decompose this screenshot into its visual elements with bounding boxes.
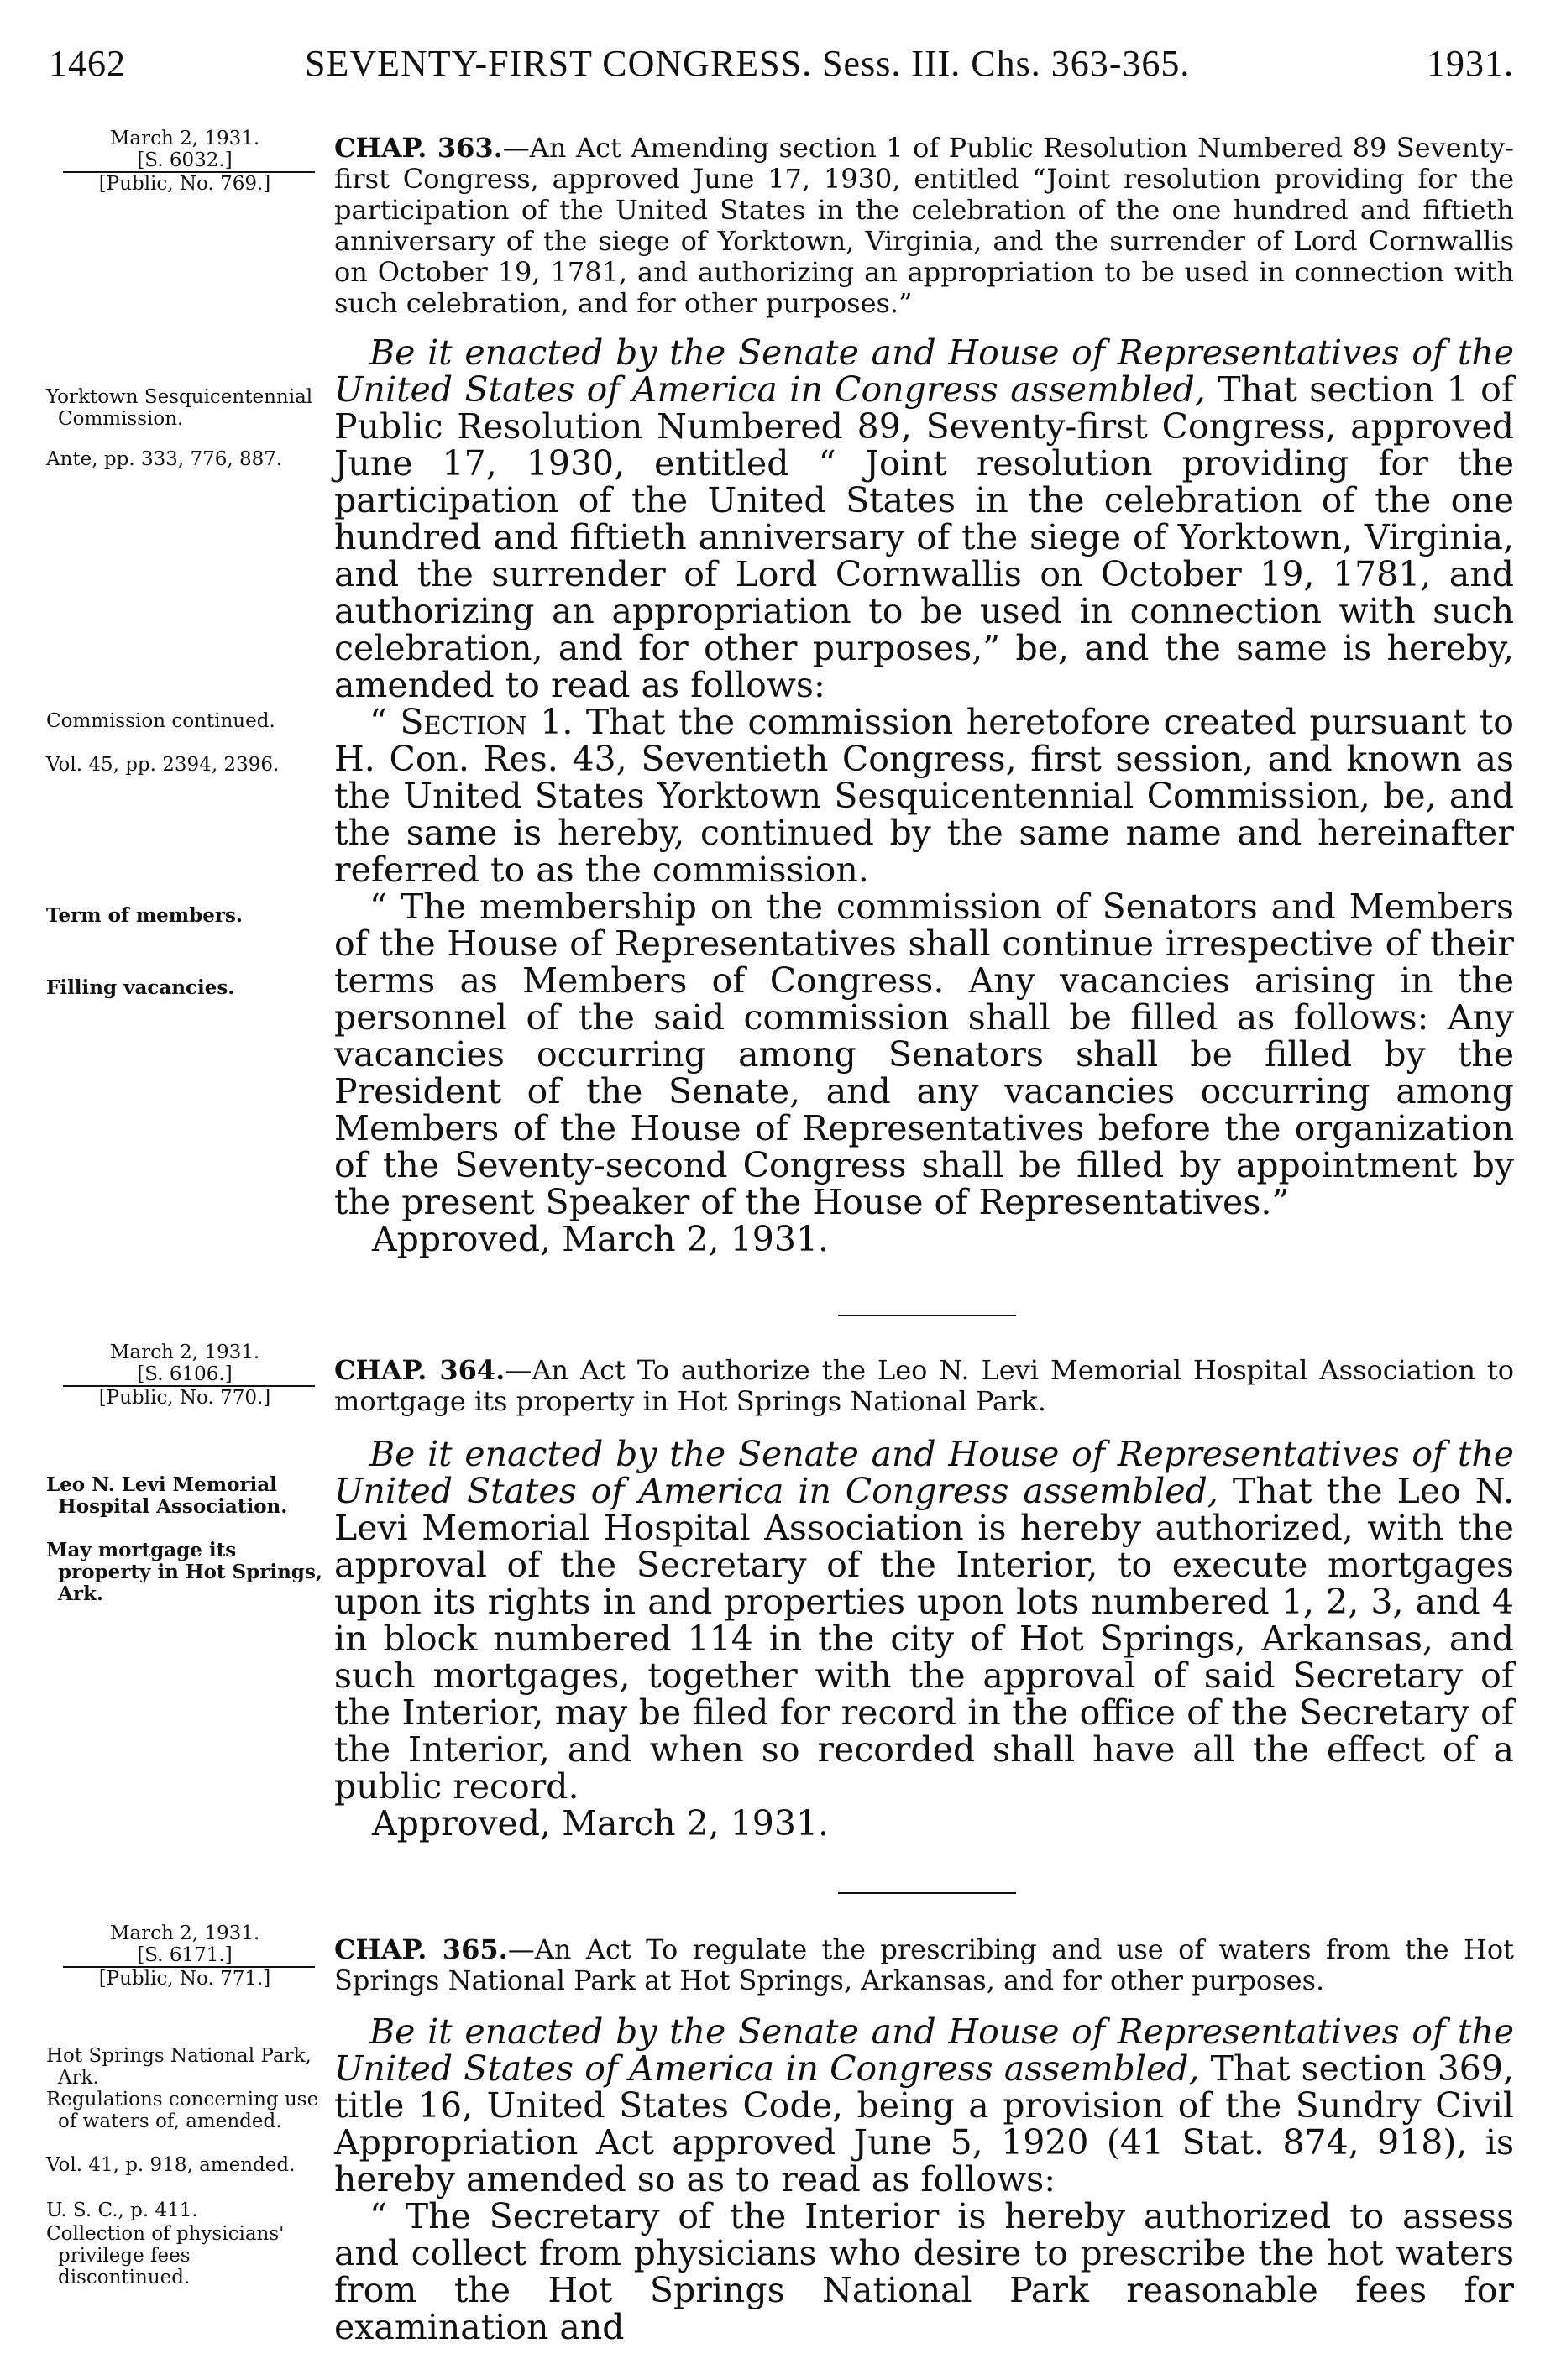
chap-363-enacting-clause: Be it enacted by the Senate and House of Representatives of the United States of America in Congress assembled,	[334, 332, 1514, 410]
chap-365-bill: [S. 6171.]	[137, 1944, 233, 1966]
chap-363-title: —An Act Amending section 1 of Public Resolution Numbered 89 Seventy-first Congress, approved June 17, 1930, entitled “Joint resolution providing for the participation of the United States in the celebration of the one hundred and fiftieth anniversary of the siege of Yorktown, Virginia, and the surrender of Lord Cornwallis on October 19, 1781, and authorizing an appropriation to be used in connection with such celebration, and for other purposes.”	[334, 132, 1515, 319]
chap-363-note-ante: Ante, pp. 333, 776, 887.	[46, 448, 283, 470]
chap-363-note-term: Term of members.	[46, 904, 243, 927]
chap-363-note-yorktown: Yorktown Sesquicentennial Commission.	[46, 386, 313, 430]
chap-365-text	[334, 2013, 1514, 2346]
chap-365-para-1: Be it enacted by the Senate and House of Representatives of the United States of America in Congress assembled, That section 369, title 16, United States Code, being a provision of the Sundry Civil Appropriation Act approved June 5, 1920 (41 Stat. 874, 918), is hereby amended so as to read as follows:	[334, 2011, 1514, 2200]
chap-363-note-continued: Commission continued.	[46, 710, 275, 732]
chap-364-bill: [S. 6106.]	[137, 1363, 233, 1385]
chap-363-label: CHAP. 363.	[334, 132, 503, 164]
chap-365-enacting-clause: Be it enacted by the Senate and House of Representatives of the United States of America in Congress assembled,	[334, 2011, 1514, 2089]
chap-363-para-2: “ Section 1. That the commission heretofore created pursuant to H. Con. Res. 43, Seventieth Congress, first session, and known as the United States Yorktown Sesquicentennial Commission, be, and the same is hereby, continued by the same name and hereinafter referred to as the commission.	[334, 702, 1514, 890]
chap-365-public-law: [Public, No. 771.]	[98, 1968, 271, 1990]
chap-364-label: CHAP. 364.	[334, 1354, 505, 1386]
chap-363-text	[334, 334, 1514, 1258]
chap-365-note-fees: Collection of physicians' privilege fees discontinued.	[46, 2223, 285, 2288]
chap-363-margin-citation	[46, 128, 323, 195]
chap-363-note-vol: Vol. 45, pp. 2394, 2396.	[46, 754, 280, 776]
header-year: 1931.	[1427, 43, 1514, 84]
chap-365-note-usc: U. S. C., p. 411.	[46, 2200, 198, 2221]
chap-365-label: CHAP. 365.	[334, 1933, 508, 1965]
chap-365-date: March 2, 1931.	[109, 1922, 260, 1944]
chap-364-note-levi: Leo N. Levi Memorial Hospital Association.	[46, 1473, 288, 1518]
chap-364-text	[334, 1436, 1514, 1842]
chap-364-para-1: Be it enacted by the Senate and House of Representatives of the United States of America in Congress assembled, That the Leo N. Levi Memorial Hospital Association is hereby authorized, with the approval of the Secretary of the Interior, to execute mortgages upon its rights in and properties upon lots numbered 1, 2, 3, and 4 in block numbered 114 in the city of Hot Springs, Arkansas, and such mortgages, together with the approval of said Secretary of the Interior, may be filed for record in the office of the Secretary of the Interior, and when so recorded shall have all the effect of a public record.	[334, 1434, 1514, 1807]
chap-364-note-mortgage: May mortgage its property in Hot Springs, Ark.	[46, 1539, 322, 1605]
section-divider	[838, 1315, 1016, 1316]
chap-365-heading	[334, 1934, 1514, 1996]
chap-363-public-law: [Public, No. 769.]	[98, 173, 271, 195]
chap-363-note-filling: Filling vacancies.	[46, 976, 235, 999]
chap-364-public-law: [Public, No. 770.]	[98, 1387, 271, 1409]
chap-363-date: March 2, 1931.	[109, 128, 260, 149]
page-header	[49, 42, 1514, 92]
chap-364-title: —An Act To authorize the Leo N. Levi Memorial Hospital Association to mortgage its property in Hot Springs National Park.	[334, 1354, 1515, 1417]
chap-364-margin-citation	[46, 1342, 323, 1409]
page-number: 1462	[49, 43, 126, 84]
chap-363-heading	[334, 133, 1514, 319]
chap-365-note-regs: Regulations concerning use of waters of, amended.	[46, 2089, 319, 2132]
chap-363-approved: Approved, March 2, 1931.	[372, 1219, 830, 1259]
chap-364-date: March 2, 1931.	[109, 1342, 260, 1363]
section-divider	[838, 1892, 1016, 1894]
chap-363-bill: [S. 6032.]	[137, 149, 233, 171]
chap-363-section-label: “ Section 1.	[369, 702, 574, 742]
chap-364-enacting-clause: Be it enacted by the Senate and House of Representatives of the United States of America in Congress assembled,	[334, 1434, 1514, 1511]
running-title: SEVENTY-FIRST CONGRESS. Sess. III. Chs. 363-365.	[305, 43, 1191, 84]
chap-363-para-3: “ The membership on the commission of Senators and Members of the House of Representatives shall continue irrespective of their terms as Members of Congress. Any vacancies arising in the personnel of the said commission shall be filled as follows: Any vacancies occurring among Senators shall be filled by the President of the Senate, and any vacancies occurring among Members of the House of Representatives before the organization of the Seventy-second Congress shall be filled by appointment by the present Speaker of the House of Representatives.”	[334, 887, 1514, 1222]
chap-363-para-1: Be it enacted by the Senate and House of Representatives of the United States of America in Congress assembled, That section 1 of Public Resolution Numbered 89, Seventy-first Congress, approved June 17, 1930, entitled “ Joint resolution providing for the participation of the United States in the celebration of the one hundred and fiftieth anniversary of the siege of Yorktown, Virginia, and the surrender of Lord Cornwallis on October 19, 1781, and authorizing an appropriation to be used in connection with such celebration, and for other purposes,” be, and the same is hereby, amended to read as follows:	[334, 332, 1514, 705]
chap-364-heading	[334, 1355, 1514, 1417]
chap-365-margin-citation	[46, 1922, 323, 1990]
chap-365-note-park: Hot Springs National Park, Ark.	[46, 2045, 312, 2089]
chap-365-para-2: “ The Secretary of the Interior is hereby authorized to assess and collect from physicians who desire to prescribe the hot waters from the Hot Springs National Park reasonable fees for examination and	[334, 2196, 1514, 2347]
chap-365-title: —An Act To regulate the prescribing and use of waters from the Hot Springs National Park at Hot Springs, Arkansas, and for other purposes.	[334, 1933, 1515, 1996]
chap-365-note-vol: Vol. 41, p. 918, amended.	[46, 2154, 296, 2176]
chap-364-approved: Approved, March 2, 1931.	[372, 1803, 830, 1844]
